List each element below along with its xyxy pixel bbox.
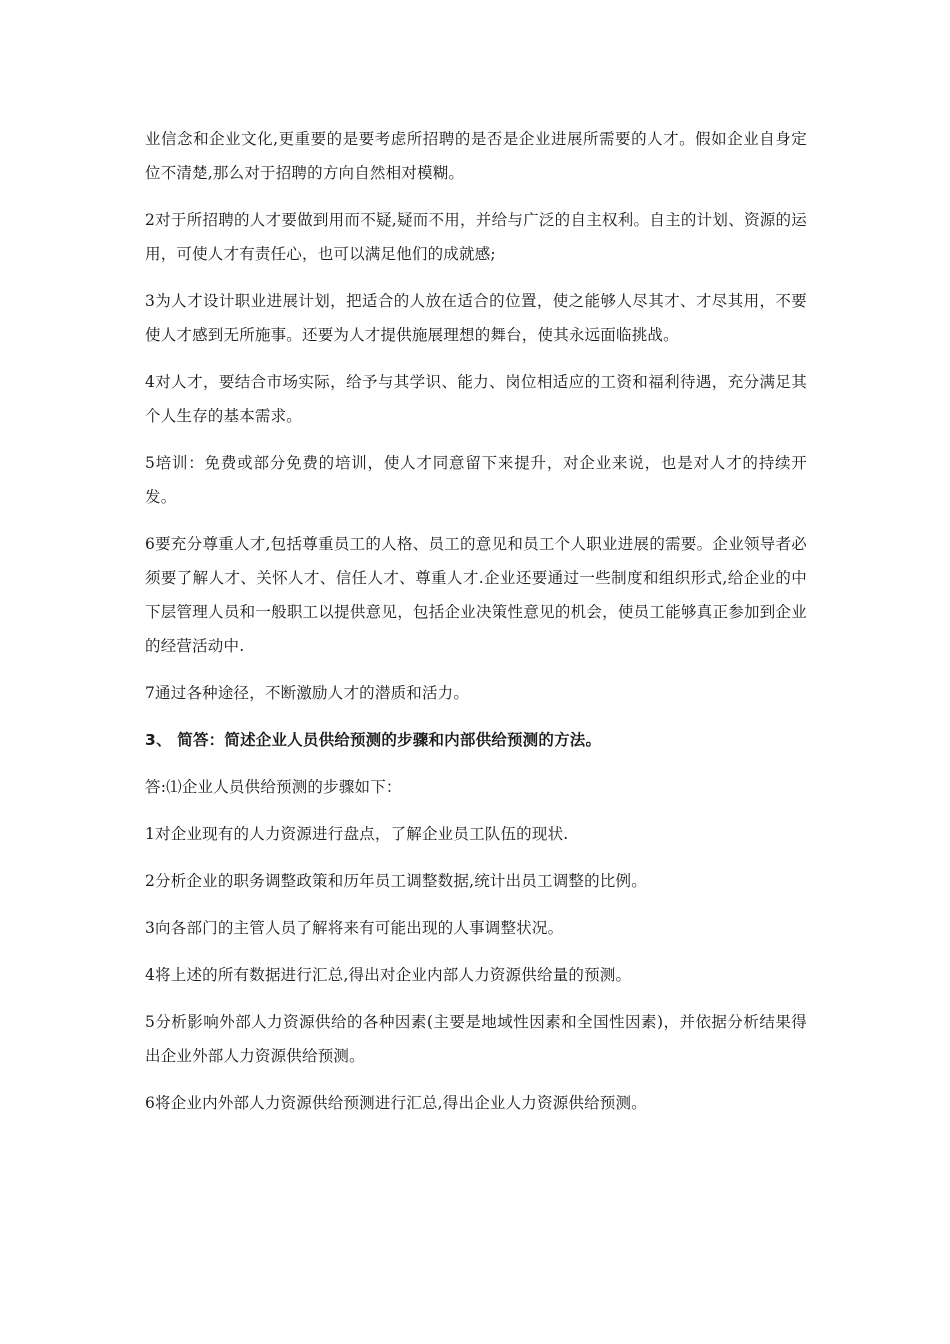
answer-step-4: 4将上述的所有数据进行汇总,得出对企业内部人力资源供给量的预测。 (145, 966, 632, 984)
paragraph-item-4: 4对人才，要结合市场实际，给予与其学识、能力、岗位相适应的工资和福利待遇，充分满足其个人生存的基本需求。 (145, 373, 807, 425)
answer-step-3: 3向各部门的主管人员了解将来有可能出现的人事调整状况。 (145, 919, 564, 937)
paragraph-intro-continuation: 业信念和企业文化,更重要的是要考虑所招聘的是否是企业进展所需要的人才。假如企业自身定位不清楚,那么对于招聘的方向自然相对模糊。 (145, 130, 807, 182)
question-heading: 3、 简答：简述企业人员供给预测的步骤和内部供给预测的方法。 (145, 731, 602, 749)
paragraph-item-6: 6要充分尊重人才,包括尊重员工的人格、员工的意见和员工个人职业进展的需要。企业领导者必须要了解人才、关怀人才、信任人才、尊重人才.企业还要通过一些制度和组织形式,给企业的中下层管理人员和一般职工以提供意见，包括企业决策性意见的机会，使员工能够真正参加到企业的经营活动中. (145, 535, 807, 655)
paragraph-item-7: 7通过各种途径，不断激励人才的潜质和活力。 (145, 684, 470, 702)
paragraph-item-2: 2对于所招聘的人才要做到用而不疑,疑而不用，并给与广泛的自主权利。自主的计划、资源的运用，可使人才有责任心，也可以满足他们的成就感; (145, 211, 807, 263)
answer-step-5: 5分析影响外部人力资源供给的各种因素(主要是地域性因素和全国性因素)，并依据分析结果得出企业外部人力资源供给预测。 (145, 1013, 807, 1065)
document-page (145, 122, 807, 1133)
answer-step-2: 2分析企业的职务调整政策和历年员工调整数据,统计出员工调整的比例。 (145, 872, 647, 890)
paragraph-item-5: 5培训：免费或部分免费的培训，使人才同意留下来提升，对企业来说，也是对人才的持续开发。 (145, 454, 807, 506)
answer-step-1: 1对企业现有的人力资源进行盘点，了解企业员工队伍的现状. (145, 825, 569, 843)
paragraph-item-3: 3为人才设计职业进展计划，把适合的人放在适合的位置，使之能够人尽其才、才尽其用，不要使人才感到无所施事。还要为人才提供施展理想的舞台，使其永远面临挑战。 (145, 292, 807, 344)
answer-intro: 答:⑴企业人员供给预测的步骤如下： (145, 778, 402, 796)
answer-step-6: 6将企业内外部人力资源供给预测进行汇总,得出企业人力资源供给预测。 (145, 1094, 647, 1112)
